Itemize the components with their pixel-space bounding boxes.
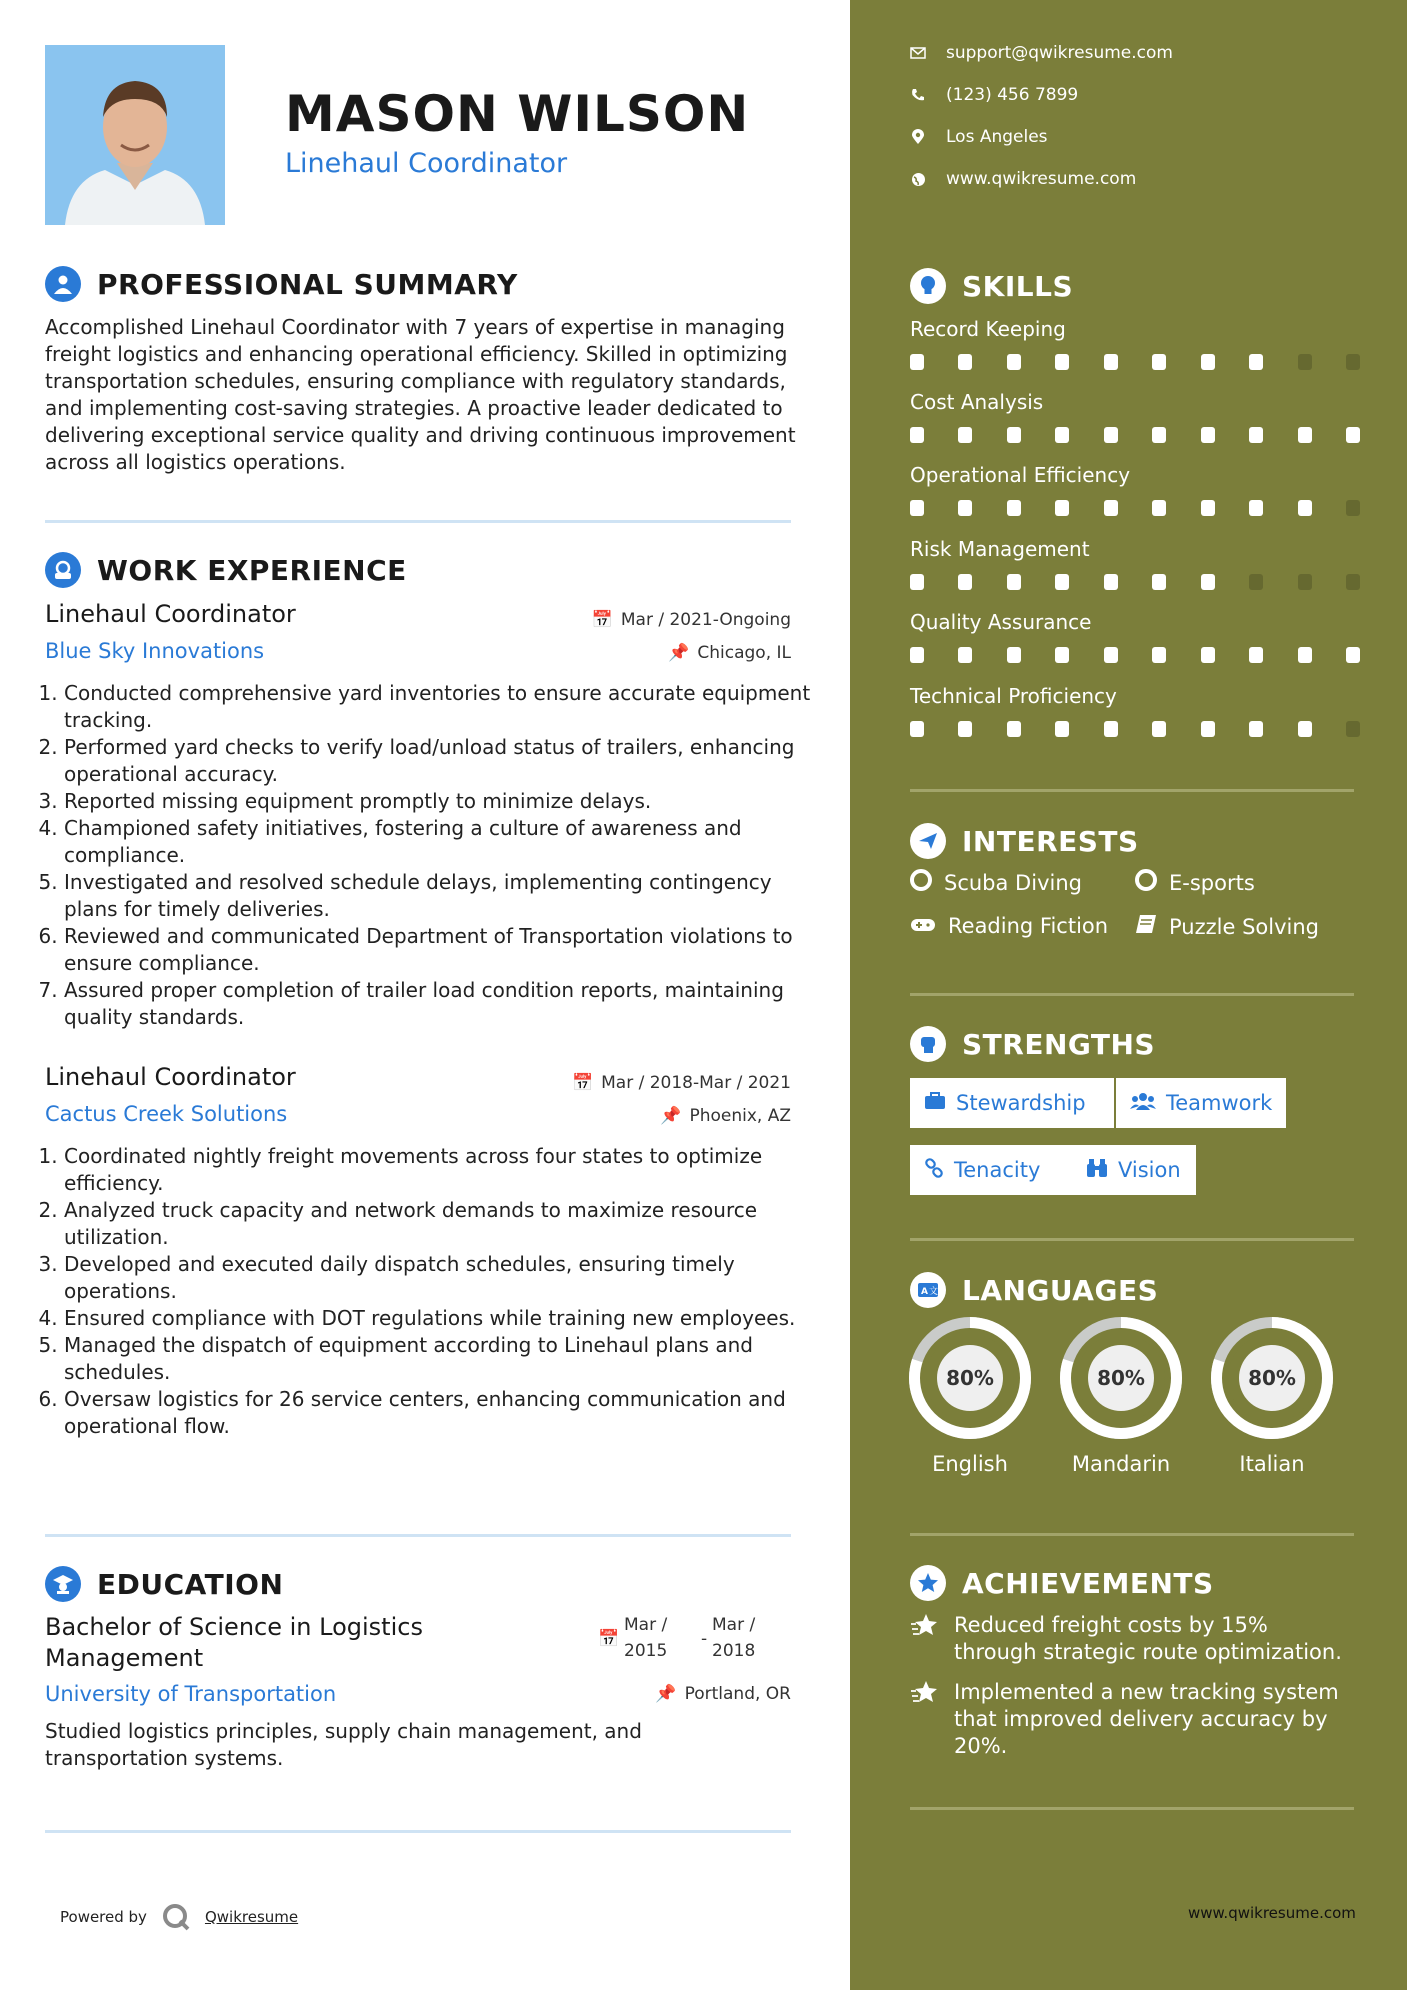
job-1-title: Linehaul Coordinator <box>45 600 296 628</box>
job-1-location: 📌 Chicago, IL <box>668 643 791 663</box>
skill-dot-filled <box>1249 721 1263 737</box>
job-2-company: Cactus Creek Solutions <box>45 1102 288 1126</box>
job-2-bullets <box>38 1143 824 1440</box>
skill-dot-filled <box>1055 500 1069 516</box>
divider <box>910 789 1354 792</box>
language-name: English <box>932 1452 1008 1476</box>
skill-dot-filled <box>1298 427 1312 443</box>
life-ring-icon <box>1135 869 1157 896</box>
summary-text: Accomplished Linehaul Coordinator with 7 years of expertise in managing freight logistics and enhancing operational efficiency. Skilled in optimizing transportation schedules, ensuring compliance with regulatory standards, and implementing cost-saving strategies. A proactive leader dedicated to delivering exceptional service quality and driving continuous improvement across all logistics operations. <box>45 315 796 474</box>
graduate-icon <box>45 1566 81 1602</box>
education-heading <box>45 1566 283 1602</box>
interest-item: E-sports <box>1135 869 1255 896</box>
briefcase-icon <box>924 1091 946 1115</box>
list-item: 6. Oversaw logistics for 26 service centers, enhancing communication and operational flow. <box>64 1386 824 1440</box>
skill-dot-filled <box>958 354 972 370</box>
skill-dot-empty <box>1346 500 1360 516</box>
achievement-item: Implemented a new tracking system that improved delivery accuracy by 20%. <box>910 1679 1354 1760</box>
divider <box>45 520 791 523</box>
skill-dot-filled <box>910 647 924 663</box>
list-item: 5. Investigated and resolved schedule delays, implementing contingency plans for timely deliveries. <box>64 869 824 923</box>
skill-dot-filled <box>1201 500 1215 516</box>
fist-icon <box>910 1026 946 1062</box>
skill-dot-filled <box>1152 721 1166 737</box>
skill-dot-empty <box>1346 354 1360 370</box>
skill-dot-filled <box>910 354 924 370</box>
education-title: EDUCATION <box>97 1567 284 1601</box>
skill-dot-filled <box>1249 647 1263 663</box>
language-item <box>908 1316 1032 1476</box>
achievements-title: ACHIEVEMENTS <box>962 1566 1214 1600</box>
job-2-title: Linehaul Coordinator <box>45 1063 296 1091</box>
strengths-heading <box>910 1026 1155 1062</box>
achievement-item: Reduced freight costs by 15% through strategic route optimization. <box>910 1612 1354 1666</box>
skill-name: Quality Assurance <box>910 610 1092 634</box>
paper-plane-icon <box>910 823 946 859</box>
skill-dot-filled <box>1152 574 1166 590</box>
skill-dot-filled <box>1298 647 1312 663</box>
list-item: 3. Reported missing equipment promptly to minimize delays. <box>64 788 824 815</box>
job-1-bullets <box>38 680 824 1031</box>
skill-dot-filled <box>958 427 972 443</box>
skill-dot-filled <box>958 647 972 663</box>
skill-rating <box>910 721 1360 737</box>
qwikresume-link[interactable]: Qwikresume <box>204 1908 299 1926</box>
divider <box>45 1534 791 1537</box>
list-item: 1. Conducted comprehensive yard inventories to ensure accurate equipment tracking. <box>64 680 824 734</box>
life-ring-icon <box>910 869 932 896</box>
list-item: 3. Developed and executed daily dispatch schedules, ensuring timely operations. <box>64 1251 824 1305</box>
skill-name: Cost Analysis <box>910 390 1044 414</box>
language-name: Mandarin <box>1071 1452 1171 1476</box>
skill-rating <box>910 354 1360 370</box>
skill-dot-filled <box>1055 354 1069 370</box>
skill-dot-filled <box>958 574 972 590</box>
list-item: 4. Ensured compliance with DOT regulations while training new employees. <box>64 1305 824 1332</box>
skill-dot-filled <box>1152 354 1166 370</box>
skill-dot-empty <box>1298 354 1312 370</box>
envelope-icon <box>910 47 926 59</box>
language-ring <box>908 1316 1032 1440</box>
skill-dot-filled <box>1007 647 1021 663</box>
skill-dot-filled <box>1055 427 1069 443</box>
skill-dot-empty <box>1346 721 1360 737</box>
school-name: University of Transportation <box>45 1682 337 1706</box>
skill-rating <box>910 500 1360 516</box>
list-item: 4. Championed safety initiatives, fostering a culture of awareness and compliance. <box>64 815 824 869</box>
language-percent: 80% <box>1097 1366 1145 1390</box>
strength-tag: Vision <box>1072 1145 1196 1195</box>
list-item: 6. Reviewed and communicated Department of Transportation violations to ensure compliance. <box>64 923 824 977</box>
interests-heading <box>910 823 1139 859</box>
language-name: Italian <box>1239 1452 1305 1476</box>
experience-title: WORK EXPERIENCE <box>97 553 407 587</box>
users-icon <box>1130 1091 1156 1115</box>
skill-dot-filled <box>1104 721 1118 737</box>
phone-icon <box>910 88 926 102</box>
skill-dot-filled <box>1007 574 1021 590</box>
sidebar <box>850 0 1407 1990</box>
skill-dot-filled <box>958 500 972 516</box>
skills-heading <box>910 268 1073 304</box>
skill-name: Operational Efficiency <box>910 463 1131 487</box>
svg-text:文: 文 <box>929 1287 939 1297</box>
skill-dot-empty <box>1346 574 1360 590</box>
globe-icon <box>910 172 926 187</box>
job-2-date: 📅 Mar / 2018-Mar / 2021 <box>571 1073 791 1093</box>
language-ring <box>1059 1316 1183 1440</box>
skill-dot-filled <box>1007 354 1021 370</box>
skill-dot-filled <box>1201 427 1215 443</box>
skill-dot-filled <box>1152 500 1166 516</box>
job-1-company: Blue Sky Innovations <box>45 639 265 663</box>
languages-heading <box>910 1272 1158 1308</box>
interest-item: Reading Fiction <box>910 914 1108 938</box>
language-icon <box>910 1272 946 1308</box>
strengths-title: STRENGTHS <box>962 1027 1156 1061</box>
skill-dot-filled <box>1201 354 1215 370</box>
list-item: 1. Coordinated nightly freight movements across four states to optimize efficiency. <box>64 1143 824 1197</box>
skill-dot-filled <box>958 721 972 737</box>
skill-dot-filled <box>1249 427 1263 443</box>
skill-dot-filled <box>1346 647 1360 663</box>
contact-email: support@qwikresume.com <box>910 43 1173 63</box>
powered-by: Powered by Qwikresume <box>60 1902 298 1932</box>
candidate-name: MASON WILSON <box>285 85 750 143</box>
strength-tag: Teamwork <box>1116 1078 1286 1128</box>
skill-dot-filled <box>910 721 924 737</box>
job-2-location: 📌 Phoenix, AZ <box>660 1106 791 1126</box>
skill-dot-filled <box>1298 500 1312 516</box>
star-icon <box>910 1679 940 1760</box>
experience-heading <box>45 552 407 588</box>
calendar-icon: 📅 <box>571 1073 594 1093</box>
skill-dot-filled <box>1055 647 1069 663</box>
skill-dot-filled <box>1201 574 1215 590</box>
skill-name: Risk Management <box>910 537 1090 561</box>
divider <box>910 1238 1354 1241</box>
education-start-date: Mar / 2015 <box>624 1615 668 1661</box>
divider <box>45 1830 791 1833</box>
gamepad-icon <box>910 914 936 938</box>
skill-dot-filled <box>1346 427 1360 443</box>
skill-dot-filled <box>1104 427 1118 443</box>
interests-title: INTERESTS <box>962 824 1139 858</box>
skill-dot-filled <box>1104 354 1118 370</box>
divider <box>910 993 1354 996</box>
language-ring <box>1210 1316 1334 1440</box>
achievements-heading <box>910 1565 1214 1601</box>
candidate-role: Linehaul Coordinator <box>285 148 568 179</box>
skills-title: SKILLS <box>962 269 1074 303</box>
skill-dot-filled <box>910 427 924 443</box>
svg-text:A: A <box>921 1287 928 1297</box>
skill-rating <box>910 574 1360 590</box>
education-end-date: Mar / 2018 <box>712 1615 756 1661</box>
skill-dot-filled <box>1249 500 1263 516</box>
contact-phone: (123) 456 7899 <box>910 85 1078 105</box>
skill-name: Technical Proficiency <box>910 684 1117 708</box>
divider <box>910 1807 1354 1810</box>
star-icon <box>910 1612 940 1666</box>
language-item <box>1059 1316 1183 1476</box>
qwikresume-logo-icon <box>161 1902 191 1932</box>
list-item: 2. Analyzed truck capacity and network demands to maximize resource utilization. <box>64 1197 824 1251</box>
summary-heading <box>45 266 518 302</box>
list-item: 5. Managed the dispatch of equipment according to Linehaul plans and schedules. <box>64 1332 824 1386</box>
language-item <box>1210 1316 1334 1476</box>
language-percent: 80% <box>1248 1366 1296 1390</box>
user-icon <box>45 266 81 302</box>
skill-dot-filled <box>1055 721 1069 737</box>
skill-name: Record Keeping <box>910 317 1066 341</box>
skill-dot-filled <box>1104 500 1118 516</box>
summary-title: PROFESSIONAL SUMMARY <box>97 267 518 301</box>
skill-dot-filled <box>1201 721 1215 737</box>
job-1-date: 📅 Mar / 2021-Ongoing <box>591 610 791 630</box>
skill-dot-filled <box>1249 354 1263 370</box>
pin-icon: 📌 <box>660 1106 682 1126</box>
binoculars-icon <box>1086 1158 1108 1183</box>
contact-location: Los Angeles <box>910 127 1048 147</box>
strength-tag: Stewardship <box>910 1078 1114 1128</box>
calendar-icon: 📅 <box>591 610 613 630</box>
list-item: 2. Performed yard checks to verify load/unload status of trailers, enhancing operational accuracy. <box>64 734 824 788</box>
link-icon <box>924 1158 944 1183</box>
briefcase-user-icon <box>45 552 81 588</box>
date-separator: - <box>701 1629 708 1649</box>
skill-dot-filled <box>1055 574 1069 590</box>
interest-item: Puzzle Solving <box>1135 914 1319 939</box>
education-description: Studied logistics principles, supply chain management, and transportation systems. <box>45 1719 642 1770</box>
skill-dot-empty <box>1298 574 1312 590</box>
strength-tag: Tenacity <box>910 1145 1073 1195</box>
contact-website: www.qwikresume.com <box>910 169 1136 189</box>
skill-dot-filled <box>1152 647 1166 663</box>
book-icon <box>1135 914 1157 939</box>
degree-title: Bachelor of Science in Logistics Management <box>45 1613 423 1672</box>
pin-icon: 📌 <box>655 1684 677 1704</box>
profile-photo <box>45 45 225 225</box>
skill-dot-empty <box>1249 574 1263 590</box>
skill-dot-filled <box>1298 721 1312 737</box>
footer-website[interactable]: www.qwikresume.com <box>1188 1904 1356 1922</box>
skill-dot-filled <box>1104 574 1118 590</box>
lightbulb-icon <box>910 268 946 304</box>
calendar-icon: 📅 <box>598 1629 620 1649</box>
pin-icon: 📌 <box>668 643 690 663</box>
skill-dot-filled <box>910 500 924 516</box>
divider <box>910 1533 1354 1536</box>
skill-dot-filled <box>1007 721 1021 737</box>
skill-dot-filled <box>1104 647 1118 663</box>
interest-item: Scuba Diving <box>910 869 1082 896</box>
list-item: 7. Assured proper completion of trailer load condition reports, maintaining quality standards. <box>64 977 824 1031</box>
skill-rating <box>910 427 1360 443</box>
skill-dot-filled <box>1201 647 1215 663</box>
map-marker-icon <box>910 129 926 145</box>
language-percent: 80% <box>946 1366 994 1390</box>
languages-title: LANGUAGES <box>962 1273 1159 1307</box>
skill-dot-filled <box>1007 500 1021 516</box>
skill-dot-filled <box>1152 427 1166 443</box>
skill-dot-filled <box>910 574 924 590</box>
star-badge-icon <box>910 1565 946 1601</box>
skill-dot-filled <box>1007 427 1021 443</box>
education-location: 📌 Portland, OR <box>655 1684 791 1704</box>
skill-rating <box>910 647 1360 663</box>
